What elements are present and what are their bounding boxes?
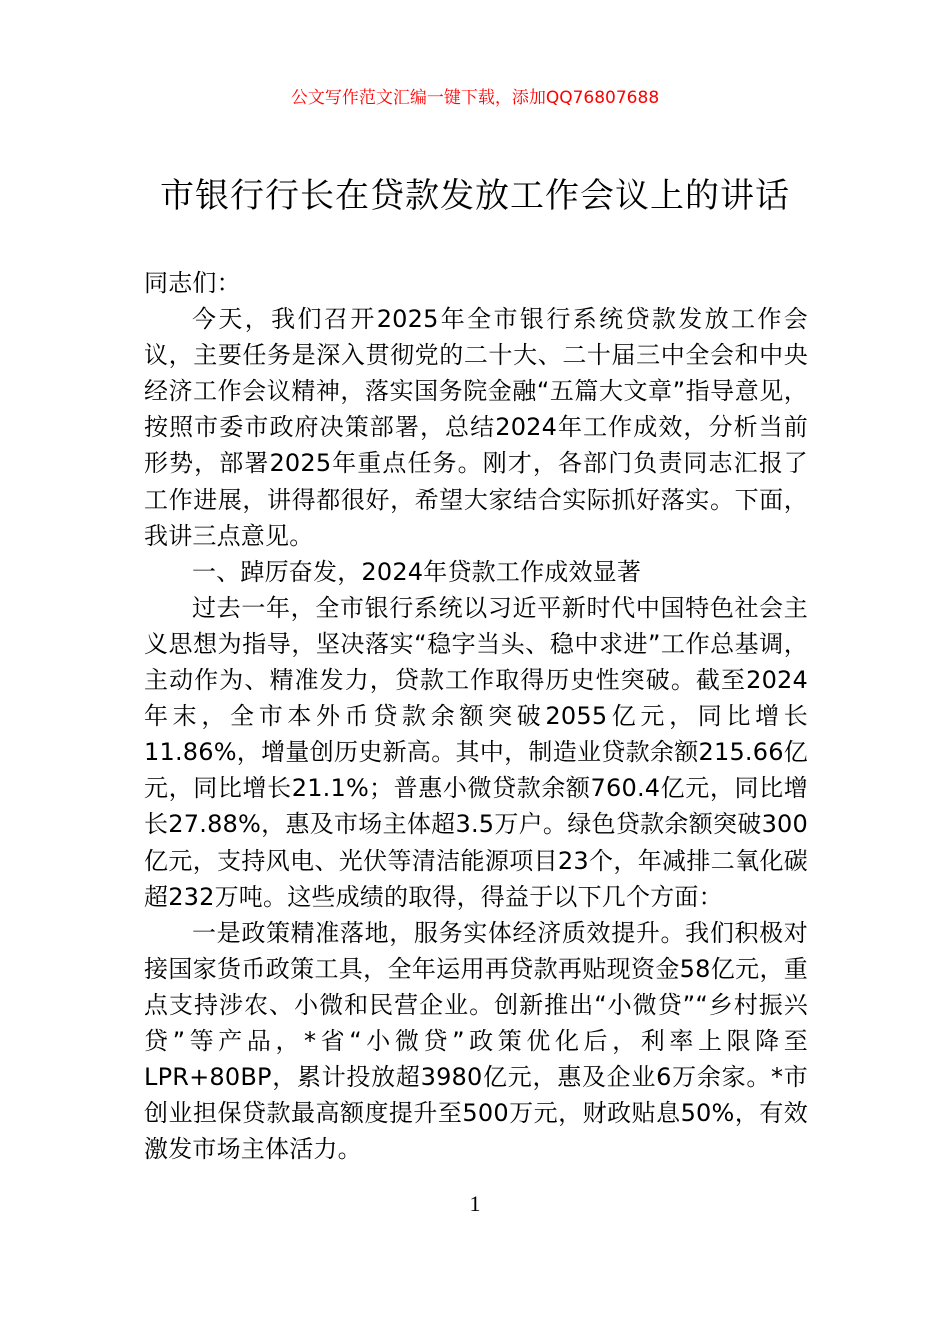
document-body	[144, 265, 808, 1167]
paragraph-policy: 一是政策精准落地，服务实体经济质效提升。我们积极对接国家货币政策工具，全年运用再贷款再贴现资金58亿元，重点支持涉农、小微和民营企业。创新推出“小微贷”“乡村振兴贷”等产品，*省“小微贷”政策优化后，利率上限降至LPR+80BP，累计投放超3980亿元，惠及企业6万余家。*市创业担保贷款最高额度提升至500万元，财政贴息50%，有效激发市场主体活力。	[144, 918, 808, 1164]
promo-banner: 公文写作范文汇编一键下载，添加QQ76807688	[290, 88, 660, 108]
salutation: 同志们：	[144, 269, 241, 297]
paragraph-intro: 今天，我们召开2025年全市银行系统贷款发放工作会议，主要任务是深入贯彻党的二十大、二十届三中全会和中央经济工作会议精神，落实国务院金融“五篇大文章”指导意见，按照市委市政府决策部署，总结2024年工作成效，分析当前形势，部署2025年重点任务。刚才，各部门负责同志汇报了工作进展，讲得都很好，希望大家结合实际抓好落实。下面，我讲三点意见。	[144, 305, 808, 550]
paragraph-achievements: 过去一年，全市银行系统以习近平新时代中国特色社会主义思想为指导，坚决落实“稳字当头、稳中求进”工作总基调，主动作为、精准发力，贷款工作取得历史性突破。截至2024年末，全市本外币贷款余额突破2055亿元，同比增长11.86%，增量创历史新高。其中，制造业贷款余额215.66亿元，同比增长21.1%；普惠小微贷款余额760.4亿元，同比增长27.88%，惠及市场主体超3.5万户。绿色贷款余额突破300亿元，支持风电、光伏等清洁能源项目23个，年减排二氧化碳超232万吨。这些成绩的取得，得益于以下几个方面：	[144, 593, 808, 911]
page-number: 1	[469, 1191, 481, 1216]
section-heading-1: 一、踔厉奋发，2024年贷款工作成效显著	[192, 557, 642, 586]
document-title: 市银行行长在贷款发放工作会议上的讲话	[160, 176, 790, 216]
